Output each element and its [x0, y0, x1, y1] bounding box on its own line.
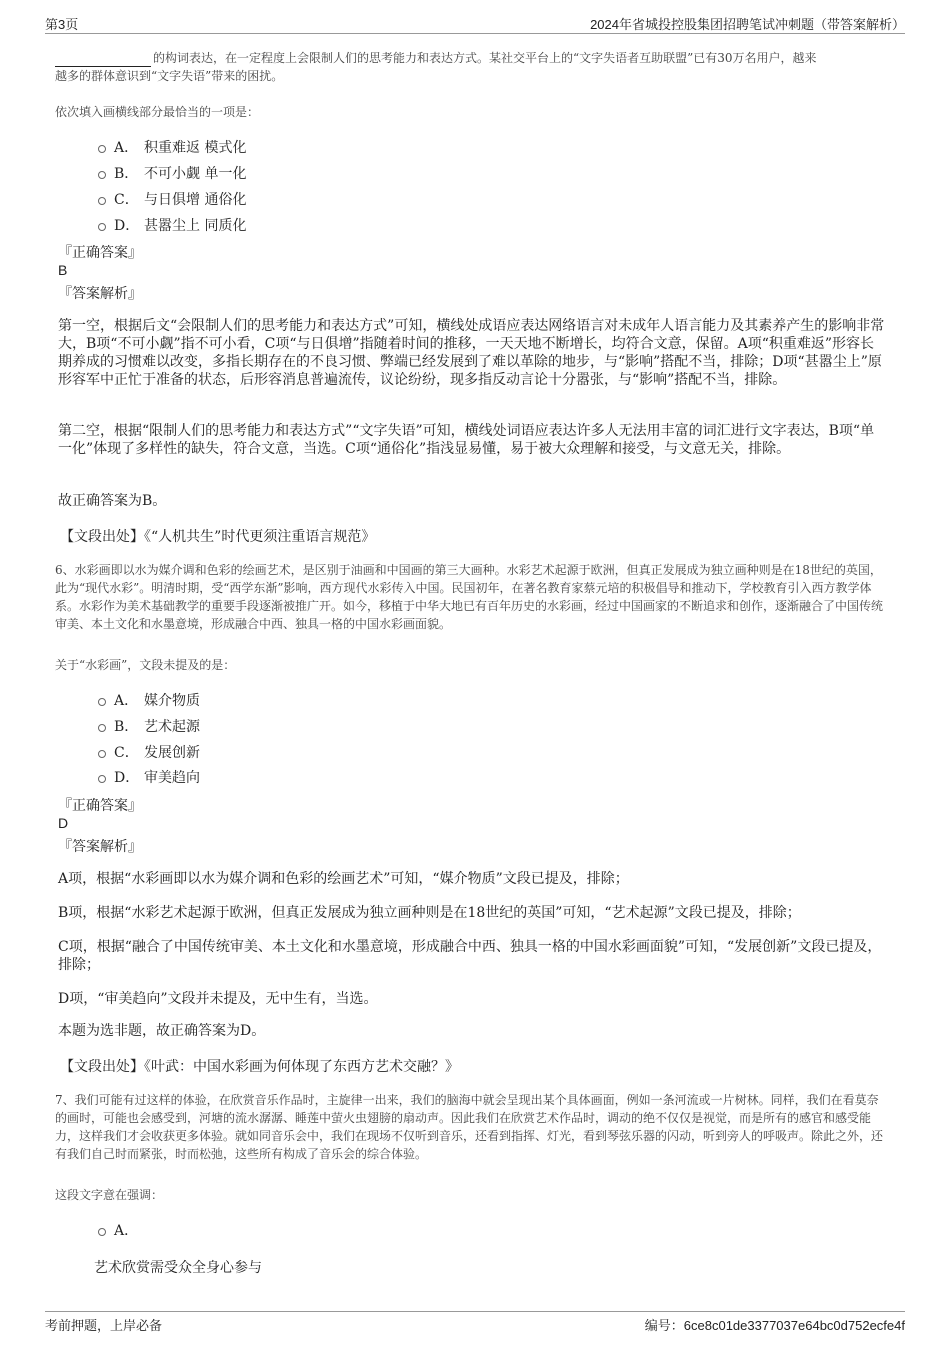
q5-stem: 的构词表达，在一定程度上会限制人们的思考能力和表达方式。某社交平台上的“文字失语者互助联盟”已有30万名用户，越来 越多的群体意识到“文字失语”带来的困扰。 [55, 51, 817, 83]
answer-value: B [58, 262, 68, 278]
page-header [45, 11, 905, 34]
document-id: 编号：6ce8c01de3377037e64bc0d752ecfe4f [644, 1318, 905, 1333]
radio-icon[interactable] [98, 197, 106, 205]
radio-icon[interactable] [98, 724, 106, 732]
page-number: 第3页 [45, 17, 79, 32]
radio-icon[interactable] [98, 171, 106, 179]
answer-label: 『正确答案』 [58, 798, 142, 814]
q6-option-c[interactable]: C． 发展创新 [98, 741, 200, 763]
analysis-paragraph: C项，根据“融合了中国传统审美、本土文化和水墨意境，形成融合中西、独具一格的中国水彩画面貌”可知，“发展创新”文段已提及，排除； [58, 939, 882, 973]
analysis-label: 『答案解析』 [58, 839, 142, 855]
q7-option-a-text: 艺术欣赏需受众全身心参与 [94, 1260, 262, 1276]
radio-icon[interactable] [98, 775, 106, 783]
page-footer [45, 1311, 905, 1332]
source-citation: 【文段出处】《“人机共生”时代更须注重语言规范》 [60, 529, 376, 545]
analysis-paragraph: 第一空，根据后文“会限制人们的思考能力和表达方式”可知，横线处成语应表达网络语言对未成年人语言能力及其素养产生的影响非常大，B项“不可小觑”指不可小看，C项“与日俱增”指随着时间的推移，一天天地不断增长，均符合文意，保留。A项“积重难返”形容长期养成的习惯难以改变，多指长期存在的不良习惯、弊端已经发展到了难以革除的地步，与“影响”搭配不当，排除；D项“甚嚣尘上”原形容军中正忙于准备的状态，后形容消息普遍流传，议论纷纷，现多指反动言论十分嚣张，与“影响”搭配不当，排除。 [58, 318, 885, 388]
analysis-conclusion: 本题为选非题，故正确答案为D。 [58, 1023, 266, 1039]
source-citation: 【文段出处】《叶武：中国水彩画为何体现了东西方艺术交融？》 [60, 1059, 459, 1075]
analysis-paragraph: A项，根据“水彩画即以水为媒介调和色彩的绘画艺术”可知，“媒介物质”文段已提及，排除； [58, 871, 629, 887]
q6-question: 关于“水彩画”，文段未提及的是： [55, 658, 236, 672]
footer-slogan: 考前押题，上岸必备 [45, 1318, 163, 1333]
q5-option-d[interactable]: D． 甚嚣尘上 同质化 [98, 214, 246, 236]
answer-value: D [58, 815, 69, 831]
radio-icon[interactable] [98, 1228, 106, 1236]
q6-option-a[interactable]: A． 媒介物质 [98, 689, 200, 711]
q6-option-d[interactable]: D． 审美趋向 [98, 766, 200, 788]
q6-stem: 6、水彩画即以水为媒介调和色彩的绘画艺术，是区别于油画和中国画的第三大画种。水彩艺术起源于欧洲，但真正发展成为独立画种则是在18世纪的英国，此为“现代水彩”。明清时期，受“西学东渐”影响，西方现代水彩传入中国。民国初年，在著名教育家蔡元培的积极倡导和推动下，学校教育引入西方教学体系。水彩作为美术基础教学的重要手段逐渐被推广开。如今，移植于中华大地已有百年历史的水彩画，经过中国画家的不断追求和创作，逐渐融合了中国传统审美、本土文化和水墨意境，形成融合中西、独具一格的中国水彩画面貌。 [55, 563, 884, 631]
q5-option-a[interactable]: A． 积重难返 模式化 [98, 136, 246, 158]
analysis-conclusion: 故正确答案为B。 [58, 493, 167, 509]
analysis-paragraph: D项，“审美趋向”文段并未提及，无中生有，当选。 [58, 991, 378, 1007]
radio-icon[interactable] [98, 698, 106, 706]
answer-label: 『正确答案』 [58, 245, 142, 261]
radio-icon[interactable] [98, 750, 106, 758]
q5-question: 依次填入画横线部分最恰当的一项是： [55, 105, 260, 119]
q7-question: 这段文字意在强调： [55, 1188, 164, 1202]
analysis-paragraph: 第二空，根据“限制人们的思考能力和表达方式”“文字失语”可知，横线处词语应表达许多人无法用丰富的词汇进行文字表达，B项“单一化”体现了多样性的缺失，符合文意，当选。C项“通俗化”指浅显易懂，易于被大众理解和接受，与文意无关，排除。 [58, 423, 875, 457]
q7-option-a[interactable]: A． [98, 1219, 144, 1241]
fill-blank [55, 52, 151, 67]
analysis-paragraph: B项，根据“水彩艺术起源于欧洲，但真正发展成为独立画种则是在18世纪的英国”可知，“艺术起源”文段已提及，排除； [58, 905, 801, 921]
document-title: 2024年省城投控股集团招聘笔试冲刺题（带答案解析） [590, 17, 905, 32]
radio-icon[interactable] [98, 223, 106, 231]
q6-option-b[interactable]: B． 艺术起源 [98, 715, 200, 737]
radio-icon[interactable] [98, 145, 106, 153]
q5-option-b[interactable]: B． 不可小觑 单一化 [98, 162, 246, 184]
q5-option-c[interactable]: C． 与日俱增 通俗化 [98, 188, 246, 210]
analysis-label: 『答案解析』 [58, 286, 142, 302]
q7-stem: 7、我们可能有过这样的体验，在欣赏音乐作品时，主旋律一出来，我们的脑海中就会呈现出某个具体画面，例如一条河流或一片树林。同样，我们在看莫奈的画时，可能也会感受到，河塘的流水潺潺、睡莲中萤火虫翅膀的扇动声。因此我们在欣赏艺术作品时，调动的绝不仅仅是视觉，而是所有的感官和感受能力，这样我们才会收获更多体验。就如同音乐会中，我们在现场不仅听到音乐，还看到指挥、灯光，看到琴弦乐器的闪动，听到旁人的呼吸声。除此之外，还有我们自己时而紧张，时而松弛，这些所有构成了音乐会的综合体验。 [55, 1093, 884, 1161]
